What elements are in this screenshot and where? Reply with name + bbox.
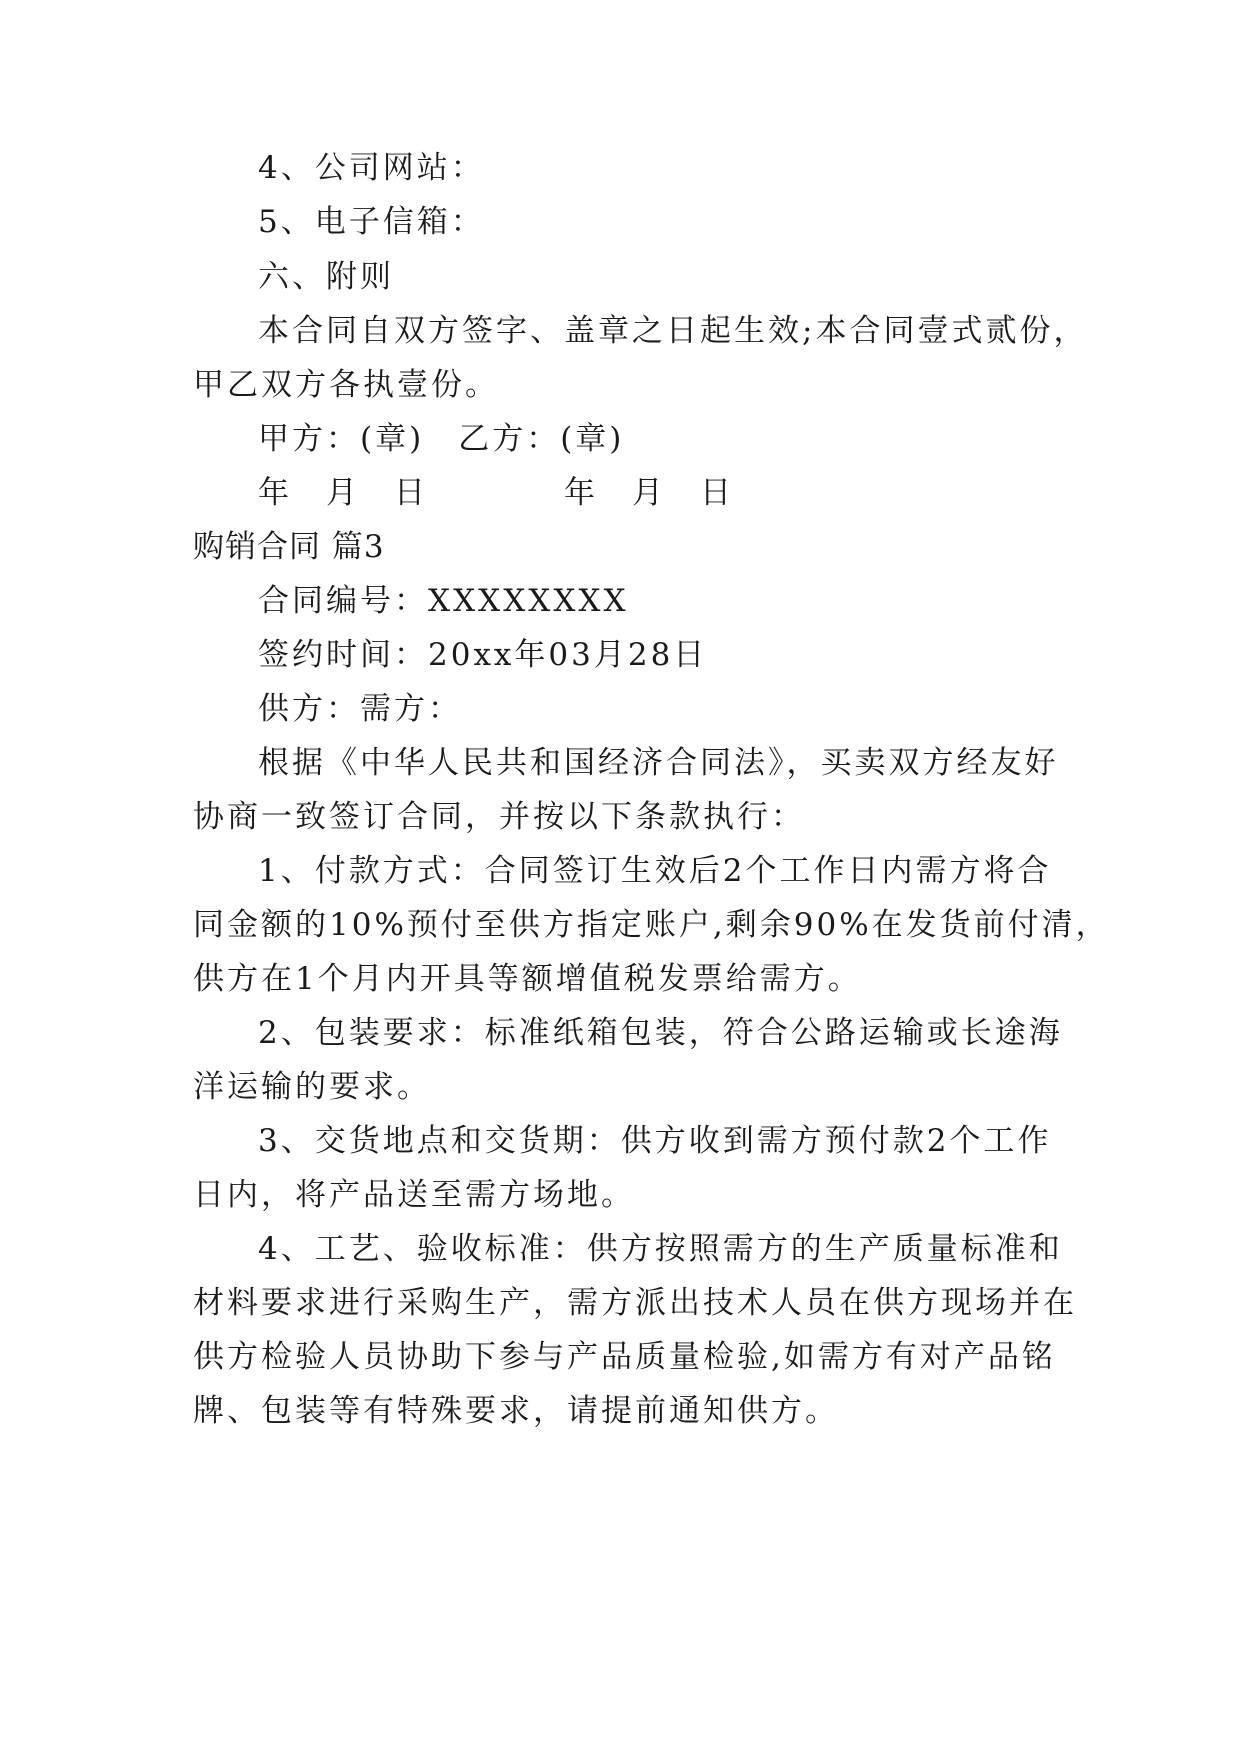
paragraph-line: 牌、包装等有特殊要求，请提前通知供方。 (193, 1393, 839, 1429)
clause-payment: 1、付款方式：合同签订生效后2个工作日内需方将合 (258, 853, 1052, 889)
paragraph-line: 洋运输的要求。 (193, 1069, 431, 1105)
paragraph-line: 日内，将产品送至需方场地。 (193, 1177, 635, 1213)
signing-date: 签约时间：20xx年03月28日 (258, 637, 708, 673)
contract-number: 合同编号：XXXXXXXX (258, 583, 629, 619)
paragraph-line: 协商一致签订合同，并按以下条款执行： (193, 799, 805, 835)
paragraph-line: 甲乙双方各执壹份。 (193, 367, 499, 403)
signature-dates: 年 月 日 年 月 日 (258, 475, 734, 511)
signature-parties: 甲方：(章) 乙方：(章) (258, 421, 625, 457)
clause-packaging: 2、包装要求：标准纸箱包装，符合公路运输或长途海 (258, 1015, 1063, 1051)
clause-delivery: 3、交货地点和交货期：供方收到需方预付款2个工作 (258, 1123, 1052, 1159)
paragraph-line: 供方在1个月内开具等额增值税发票给需方。 (193, 961, 862, 997)
section-heading-appendix: 六、附则 (258, 259, 394, 295)
paragraph-line: 根据《中华人民共和国经济合同法》，买卖双方经友好 (258, 745, 1059, 781)
parties-line: 供方：需方： (258, 691, 462, 727)
paragraph-line: 本合同自双方签字、盖章之日起生效;本合同壹式贰份， (258, 313, 1088, 349)
list-item-email: 5、电子信箱： (258, 204, 485, 240)
paragraph-line: 供方检验人员协助下参与产品质量检验,如需方有对产品铭 (193, 1339, 1056, 1375)
document-title: 购销合同 篇3 (193, 529, 385, 565)
list-item-website: 4、公司网站： (258, 150, 485, 186)
paragraph-line: 同金额的10%预付至供方指定账户,剩余90%在发货前付清， (193, 907, 1110, 943)
clause-acceptance: 4、工艺、验收标准：供方按照需方的生产质量标准和 (258, 1231, 1063, 1267)
paragraph-line: 材料要求进行采购生产，需方派出技术人员在供方现场并在 (193, 1285, 1077, 1321)
